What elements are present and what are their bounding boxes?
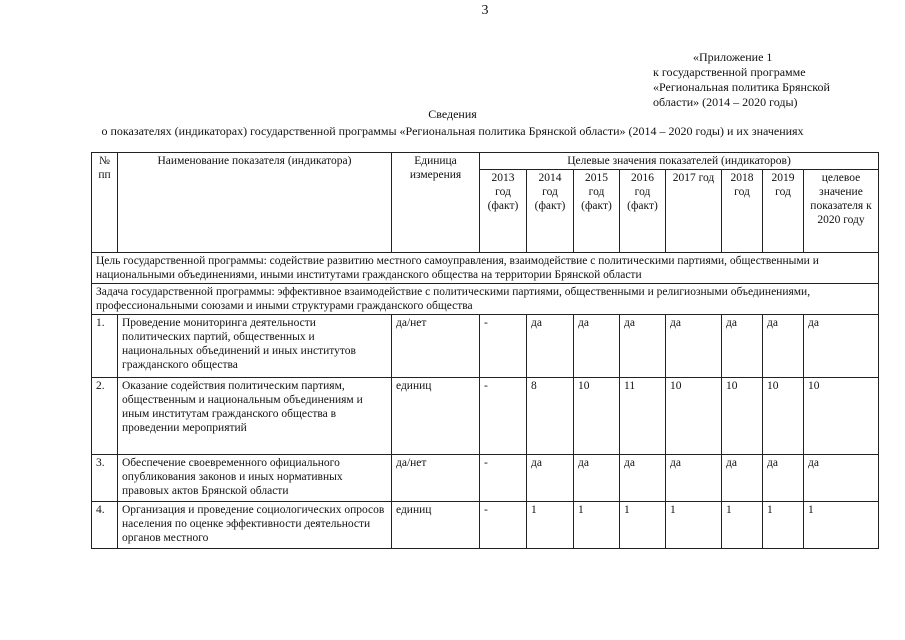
- table-row: [92, 315, 879, 378]
- row-value: 10: [574, 378, 620, 455]
- row-num: 3.: [92, 455, 118, 502]
- goal-row: [92, 253, 879, 284]
- row-value: да: [763, 315, 804, 378]
- row-num: 4.: [92, 502, 118, 549]
- header-year: 2015 год (факт): [574, 170, 620, 253]
- row-value: -: [480, 502, 527, 549]
- row-value: -: [480, 315, 527, 378]
- row-value: 8: [527, 378, 574, 455]
- program-goal: Цель государственной программы: содействие развитию местного самоуправления, взаимодействие с политическими партиями, общественными и национальными объединениями, иными институтами гражданского общества на территории Брянской области: [92, 253, 879, 284]
- row-value: 1: [620, 502, 666, 549]
- row-value: 1: [527, 502, 574, 549]
- row-value: да: [722, 315, 763, 378]
- row-value: 10: [722, 378, 763, 455]
- document-title: Сведения: [428, 107, 477, 121]
- row-value: 1: [666, 502, 722, 549]
- row-value: -: [480, 455, 527, 502]
- row-value: 10: [804, 378, 879, 455]
- appendix-line: «Региональная политика Брянской: [653, 80, 830, 94]
- program-task: Задача государственной программы: эффективное взаимодействие с политическими партиями, общественными и религиозными объединениями, профессиональными союзами и иными структурами гражданского общества: [92, 284, 879, 315]
- row-value: да: [574, 315, 620, 378]
- row-value: да: [804, 315, 879, 378]
- page-number: 3: [481, 3, 489, 18]
- row-value: да: [804, 455, 879, 502]
- row-value: да: [620, 315, 666, 378]
- header-year: 2013 год (факт): [480, 170, 527, 253]
- row-value: да: [527, 455, 574, 502]
- row-value: 1: [722, 502, 763, 549]
- row-name: Оказание содействия политическим партиям, общественным и национальным объединениям и иным институтам гражданского общества в проведении мероприятий: [118, 378, 392, 455]
- row-name: Обеспечение своевременного официального опубликования законов и иных нормативных правовых актов Брянской области: [118, 455, 392, 502]
- header-year: 2016 год (факт): [620, 170, 666, 253]
- row-value: да: [666, 315, 722, 378]
- header-year: 2019 год: [763, 170, 804, 253]
- row-value: 10: [666, 378, 722, 455]
- row-value: да: [763, 455, 804, 502]
- row-value: 10: [763, 378, 804, 455]
- header-year: 2018 год: [722, 170, 763, 253]
- row-value: да: [527, 315, 574, 378]
- row-unit: да/нет: [392, 315, 480, 378]
- header-name: Наименование показателя (индикатора): [118, 153, 392, 253]
- row-value: 1: [574, 502, 620, 549]
- row-value: да: [620, 455, 666, 502]
- header-unit: Единица измерения: [392, 153, 480, 253]
- appendix-line: «Приложение 1: [693, 50, 773, 64]
- table-row: [92, 378, 879, 455]
- row-unit: единиц: [392, 378, 480, 455]
- row-value: 1: [804, 502, 879, 549]
- header-targets: Целевые значения показателей (индикаторов): [480, 153, 879, 170]
- document-subtitle: о показателях (индикаторах) государственной программы «Региональная политика Брянской области» (2014 – 2020 годы) и их значениях: [101, 124, 804, 138]
- table-row: [92, 502, 879, 549]
- appendix-line: области» (2014 – 2020 годы): [653, 95, 798, 109]
- row-name: Организация и проведение социологических опросов населения по оценке эффективности деятельности органов местного: [118, 502, 392, 549]
- appendix-line: к государственной программе: [653, 65, 806, 79]
- row-value: да: [722, 455, 763, 502]
- row-num: 1.: [92, 315, 118, 378]
- row-value: 11: [620, 378, 666, 455]
- indicators-table: [91, 152, 879, 549]
- row-name: Проведение мониторинга деятельности политических партий, общественных и национальных объединений и иных институтов гражданского общества: [118, 315, 392, 378]
- row-value: да: [666, 455, 722, 502]
- table-header-row: [92, 153, 879, 170]
- appendix-note: [653, 50, 830, 110]
- task-row: [92, 284, 879, 315]
- header-year: 2014 год (факт): [527, 170, 574, 253]
- header-year-target: целевое значение показателя к 2020 году: [804, 170, 879, 253]
- table-row: [92, 455, 879, 502]
- row-value: -: [480, 378, 527, 455]
- row-value: 1: [763, 502, 804, 549]
- header-year: 2017 год: [666, 170, 722, 253]
- row-unit: единиц: [392, 502, 480, 549]
- row-num: 2.: [92, 378, 118, 455]
- header-num: № пп: [92, 153, 118, 253]
- row-value: да: [574, 455, 620, 502]
- row-unit: да/нет: [392, 455, 480, 502]
